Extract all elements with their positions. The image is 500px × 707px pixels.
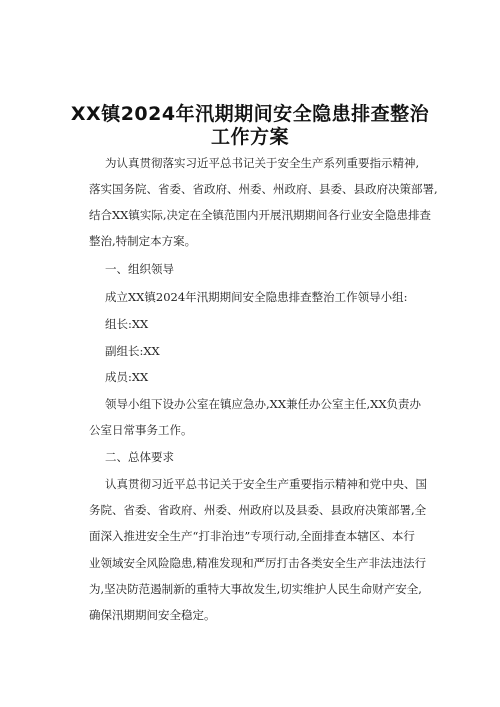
- section-1-line-4: 成员:XX: [105, 370, 149, 384]
- section-1-line-3: 副组长:XX: [105, 344, 160, 358]
- section-1-heading: 一、组织领导: [105, 262, 174, 276]
- section-1-line-2: 组长:XX: [105, 317, 149, 331]
- section-2-line-4: 业领域安全风险隐患,精准发现和严厉打击各类安全生产非法违法行: [89, 556, 427, 570]
- section-2-heading: 二、总体要求: [105, 450, 174, 464]
- section-1-line-1: 成立XX镇2024年汛期期间安全隐患排查整治工作领导小组:: [105, 290, 408, 304]
- intro-line-2: 落实国务院、省委、省政府、州委、州政府、县委、县政府决策部署,: [89, 182, 438, 196]
- intro-line-1: 为认真贯彻落实习近平总书记关于安全生产系列重要指示精神,: [105, 156, 420, 170]
- section-2-line-6: 确保汛期期间安全稳定。: [89, 608, 216, 622]
- section-1-office-line-2: 公室日常事务工作。: [89, 423, 193, 437]
- section-2-line-2: 务院、省委、省政府、州委、州政府以及县委、县政府决策部署,全: [89, 503, 427, 517]
- section-2-line-5: 为,坚决防范遏制新的重特大事故发生,切实维护人民生命财产安全,: [89, 582, 422, 596]
- document-title-line-2: 工作方案: [210, 126, 289, 148]
- section-1-office-line-1: 领导小组下设办公室在镇应急办,XX兼任办公室主任,XX负责办: [105, 397, 422, 411]
- section-2-line-3: 面深入推进安全生产“打非治违”专项行动,全面排查本辖区、本行: [89, 529, 415, 543]
- intro-line-3: 结合XX镇实际,决定在全镇范围内开展汛期期间各行业安全隐患排查: [89, 208, 432, 222]
- section-2-line-1: 认真贯彻习近平总书记关于安全生产重要指示精神和党中央、国: [105, 477, 427, 491]
- intro-line-4: 整治,特制定本方案。: [89, 234, 197, 248]
- document-title-line-1: XX镇2024年汛期期间安全隐患排查整治: [70, 103, 430, 125]
